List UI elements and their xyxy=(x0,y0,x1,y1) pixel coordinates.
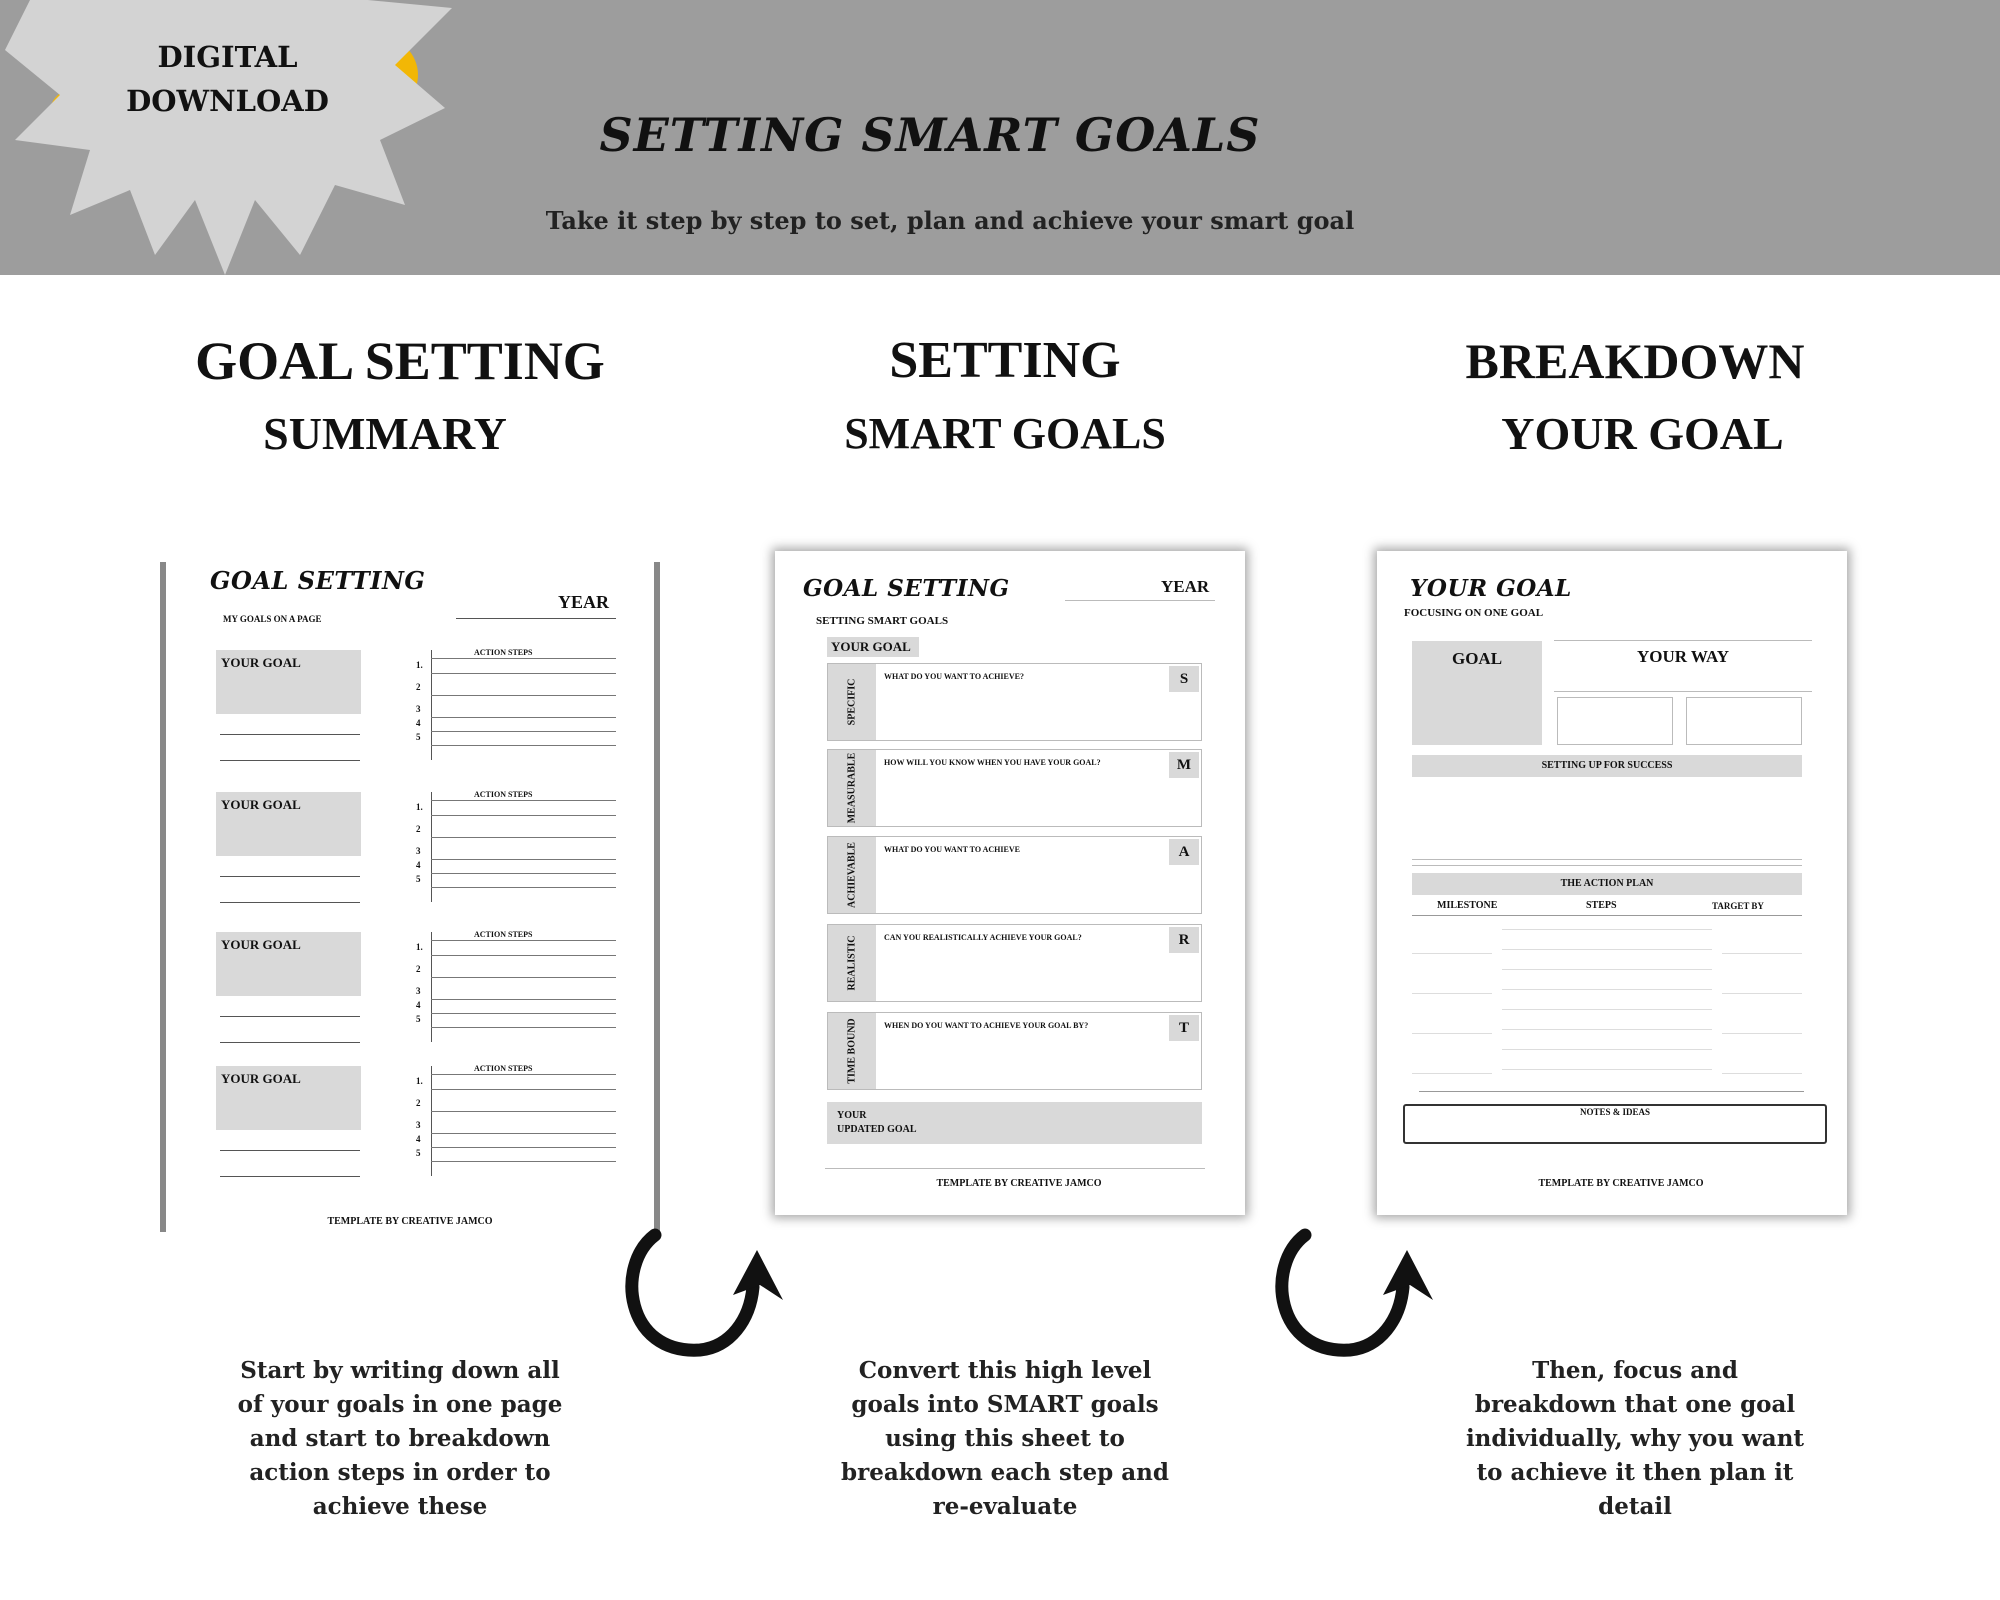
step-number: 5 xyxy=(416,1014,421,1024)
description-summary xyxy=(215,1354,585,1524)
smart-side-label: ACHIEVABLE xyxy=(846,842,858,908)
smart-letter: A xyxy=(1169,839,1199,865)
smart-side-label-box xyxy=(828,664,876,740)
desc-line: breakdown that one goal xyxy=(1474,1391,1796,1418)
curved-arrow-icon-1 xyxy=(615,1225,795,1365)
goal-box xyxy=(216,792,361,856)
your-goal-label: YOUR GOAL xyxy=(827,637,919,657)
year-label: YEAR xyxy=(1161,577,1210,596)
goal-box-label: GOAL xyxy=(1451,649,1503,668)
smart-question: WHAT DO YOU WANT TO ACHIEVE? xyxy=(884,672,1024,681)
updated-goal-box xyxy=(827,1102,1202,1144)
updated-goal-line2: UPDATED GOAL xyxy=(837,1124,917,1135)
column-title-line1: GOAL SETTING xyxy=(195,331,605,391)
smart-row xyxy=(827,1012,1202,1090)
smart-side-label: REALISTIC xyxy=(846,935,858,991)
goal-box xyxy=(216,1066,361,1130)
smart-row xyxy=(827,749,1202,827)
desc-line: Convert this high level xyxy=(858,1357,1152,1384)
step-number: 3 xyxy=(416,1120,421,1130)
smart-side-label: MEASURABLE xyxy=(846,752,858,824)
desc-line: detail xyxy=(1598,1493,1672,1520)
step-number: 3 xyxy=(416,704,421,714)
way-box-2 xyxy=(1686,697,1802,745)
sheet-footer: TEMPLATE BY CREATIVE JAMCO xyxy=(936,1178,1102,1189)
success-label: SETTING UP FOR SUCCESS xyxy=(1412,755,1802,777)
steps-label: STEPS xyxy=(1586,900,1617,911)
desc-line: action steps in order to xyxy=(249,1459,551,1486)
smart-question: HOW WILL YOU KNOW WHEN YOU HAVE YOUR GOAL? xyxy=(884,758,1101,767)
smart-goals-sheet xyxy=(775,551,1245,1215)
your-way-label: YOUR WAY xyxy=(1636,647,1730,666)
goal-box xyxy=(216,932,361,996)
milestone-label: MILESTONE xyxy=(1437,900,1498,911)
action-steps-label: ACTION STEPS xyxy=(474,930,533,939)
desc-line: Then, focus and xyxy=(1532,1357,1738,1384)
goal-box-label: YOUR GOAL xyxy=(221,1071,301,1086)
smart-question: WHAT DO YOU WANT TO ACHIEVE xyxy=(884,845,1020,854)
updated-goal-line1: YOUR xyxy=(837,1110,867,1121)
column-title-line1: SETTING xyxy=(889,332,1121,389)
column-title-breakdown xyxy=(1405,325,1865,471)
desc-line: of your goals in one page xyxy=(237,1391,563,1418)
desc-line: breakdown each step and xyxy=(841,1459,1169,1486)
desc-line: re-evaluate xyxy=(932,1493,1078,1520)
column-title-smart xyxy=(775,325,1235,471)
step-number: 3 xyxy=(416,986,421,996)
badge-line1: DIGITAL xyxy=(157,40,298,74)
sheet-footer: TEMPLATE BY CREATIVE JAMCO xyxy=(327,1216,493,1227)
smart-question: WHEN DO YOU WANT TO ACHIEVE YOUR GOAL BY? xyxy=(884,1021,1089,1030)
sheet-subtitle: FOCUSING ON ONE GOAL xyxy=(1404,607,1544,619)
desc-line: using this sheet to xyxy=(885,1425,1125,1452)
notes-label: NOTES & IDEAS xyxy=(1579,1107,1651,1117)
sheet-subtitle: MY GOALS ON A PAGE xyxy=(223,614,322,624)
desc-line: individually, why you want xyxy=(1465,1425,1805,1452)
banner-subtitle: Take it step by step to set, plan and achieve your smart goal xyxy=(545,206,1355,235)
desc-line: achieve these xyxy=(312,1493,488,1520)
desc-line: Start by writing down all xyxy=(240,1357,560,1384)
smart-side-label-box xyxy=(828,925,876,1001)
smart-side-label-box xyxy=(828,1013,876,1089)
step-number: 3 xyxy=(416,846,421,856)
desc-line: and start to breakdown xyxy=(249,1425,551,1452)
way-box-1 xyxy=(1557,697,1673,745)
target-label: TARGET BY xyxy=(1712,901,1764,911)
action-steps-label: ACTION STEPS xyxy=(474,1064,533,1073)
goal-box xyxy=(216,650,361,714)
step-number: 1. xyxy=(416,802,423,812)
step-number: 5 xyxy=(416,732,421,742)
goal-box-label: YOUR GOAL xyxy=(221,655,301,670)
step-number: 1. xyxy=(416,1076,423,1086)
smart-letter: R xyxy=(1169,927,1199,953)
sheet-title: YOUR GOAL xyxy=(1410,575,1572,602)
badge-line2: DOWNLOAD xyxy=(126,84,329,118)
step-number: 4 xyxy=(416,1000,421,1010)
smart-side-label: SPECIFIC xyxy=(846,678,858,726)
smart-side-label: TIME BOUND xyxy=(846,1018,858,1084)
step-number: 5 xyxy=(416,1148,421,1158)
notes-box xyxy=(1403,1104,1827,1144)
smart-side-label-box xyxy=(828,750,876,826)
desc-line: to achieve it then plan it xyxy=(1476,1459,1794,1486)
smart-letter: S xyxy=(1169,666,1199,692)
description-smart xyxy=(820,1354,1190,1524)
banner-title: SETTING SMART GOALS xyxy=(599,108,1261,162)
desc-line: goals into SMART goals xyxy=(851,1391,1159,1418)
sheet-title: GOAL SETTING xyxy=(803,575,1010,602)
step-number: 2 xyxy=(416,824,421,834)
description-breakdown xyxy=(1450,1354,1820,1524)
smart-letter: M xyxy=(1169,752,1199,778)
sheet-subtitle: SETTING SMART GOALS xyxy=(816,615,949,627)
header-banner xyxy=(0,0,2000,275)
sheet-title: GOAL SETTING xyxy=(210,566,426,595)
smart-side-label-box xyxy=(828,837,876,913)
step-number: 1. xyxy=(416,942,423,952)
your-goal-sheet xyxy=(1377,551,1847,1215)
action-steps-label: ACTION STEPS xyxy=(474,648,533,657)
action-plan-label: THE ACTION PLAN xyxy=(1412,873,1802,895)
badge-text xyxy=(95,35,360,123)
step-number: 5 xyxy=(416,874,421,884)
goal-box-label: YOUR GOAL xyxy=(221,937,301,952)
step-number: 4 xyxy=(416,860,421,870)
smart-row xyxy=(827,836,1202,914)
column-title-line2: YOUR GOAL xyxy=(1501,408,1784,459)
action-steps-label: ACTION STEPS xyxy=(474,790,533,799)
curved-arrow-icon-2 xyxy=(1265,1225,1445,1365)
smart-row xyxy=(827,663,1202,741)
sheet-footer: TEMPLATE BY CREATIVE JAMCO xyxy=(1538,1178,1704,1189)
goal-box xyxy=(1412,641,1542,745)
step-number: 4 xyxy=(416,1134,421,1144)
smart-question: CAN YOU REALISTICALLY ACHIEVE YOUR GOAL? xyxy=(884,933,1082,942)
step-number: 2 xyxy=(416,1098,421,1108)
step-number: 1. xyxy=(416,660,423,670)
smart-letter: T xyxy=(1169,1015,1199,1041)
goal-box-label: YOUR GOAL xyxy=(221,797,301,812)
column-title-line2: SMART GOALS xyxy=(844,409,1166,458)
column-title-summary xyxy=(170,325,630,471)
column-title-line2: SUMMARY xyxy=(263,408,507,459)
goal-setting-summary-sheet xyxy=(160,562,660,1232)
step-number: 2 xyxy=(416,964,421,974)
step-number: 4 xyxy=(416,718,421,728)
column-title-line1: BREAKDOWN xyxy=(1465,333,1805,389)
year-label: YEAR xyxy=(558,592,610,612)
smart-row xyxy=(827,924,1202,1002)
step-number: 2 xyxy=(416,682,421,692)
